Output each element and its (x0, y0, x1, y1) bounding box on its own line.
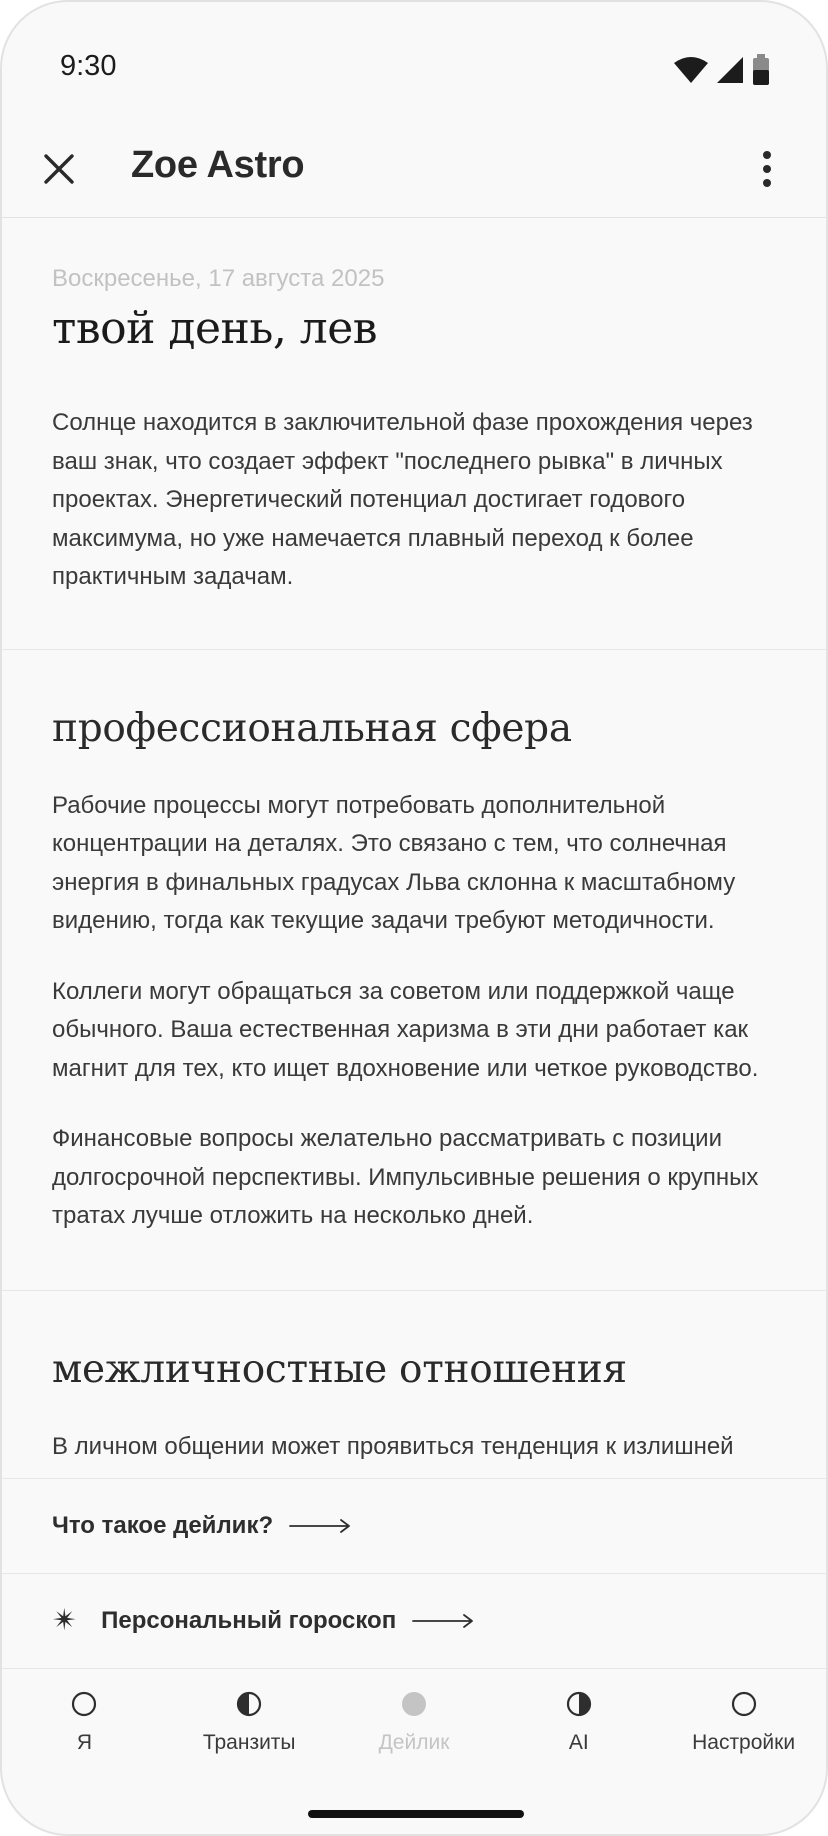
nav-label-ai: AI (568, 1731, 589, 1754)
half-circle-left-icon (236, 1691, 262, 1717)
work-paragraph: Финансовые вопросы желательно рассматривать с позиции долгосрочной перспективы. Импульсивные решения о крупных тратах лучше отложить на несколько дней. (52, 1125, 759, 1229)
section-title-personal: межличностные отношения (52, 1346, 627, 1392)
work-paragraph: Рабочие процессы могут потребовать дополнительной концентрации на деталях. Это связано с тем, что солнечная энергия в финальных градусах Льва склонна к масштабному видению, тогда как текущие задачи требуют методичности. (52, 791, 736, 934)
circle-outline-icon (731, 1691, 757, 1717)
app-title: Zoe Astro (131, 144, 305, 186)
close-button[interactable] (34, 144, 84, 194)
what-is-daily-link[interactable] (2, 1479, 826, 1574)
intro-text: Солнце находится в заключительной фазе прохождения через ваш знак, что создает эффект "последнего рывка" в личных проектах. Энергетический потенциал достигает годового максимума, но уже намечается плавный переход к более практичным задачам. (52, 409, 753, 590)
status-bar (2, 2, 826, 122)
close-icon (43, 153, 75, 185)
work-section (2, 650, 826, 1291)
section-title-work: профессиональная сфера (52, 705, 572, 751)
status-icons (674, 54, 770, 86)
more-vertical-icon (762, 151, 772, 187)
nav-item-ai[interactable] (496, 1669, 661, 1779)
nav-item-me[interactable] (2, 1669, 167, 1779)
home-indicator[interactable] (308, 1810, 524, 1818)
cellular-signal-icon (716, 56, 744, 84)
page-title: твой день, лев (52, 303, 378, 354)
nav-label-settings: Настройки (692, 1731, 796, 1754)
date-label: Воскресенье, 17 августа 2025 (52, 265, 385, 292)
arrow-right-icon (412, 1613, 474, 1629)
half-circle-right-icon (566, 1691, 592, 1717)
nav-label-transits: Транзиты (202, 1731, 296, 1754)
wifi-icon (674, 56, 708, 84)
nav-item-settings[interactable] (661, 1669, 826, 1779)
nav-item-transits[interactable] (167, 1669, 332, 1779)
nav-item-daily[interactable] (332, 1669, 497, 1779)
intro-section (2, 219, 826, 650)
status-time: 9:30 (60, 50, 117, 82)
app-header (2, 122, 826, 218)
nav-label-daily: Дейлик (378, 1731, 450, 1754)
more-options-button[interactable] (742, 144, 792, 194)
sparkle-icon: ✴ (52, 1604, 78, 1637)
horoscope-content[interactable] (2, 219, 826, 1479)
personal-section (2, 1291, 826, 1467)
nav-label-me: Я (76, 1731, 92, 1754)
filled-circle-icon (401, 1691, 427, 1717)
circle-outline-icon (71, 1691, 97, 1717)
personal-horoscope-label: Персональный гороскоп (101, 1607, 397, 1634)
arrow-right-icon (289, 1518, 351, 1534)
personal-horoscope-link[interactable] (2, 1574, 826, 1669)
links-panel (2, 1478, 826, 1669)
bottom-navigation (2, 1669, 826, 1779)
what-is-daily-label: Что такое дейлик? (52, 1512, 274, 1539)
personal-paragraph: В личном общении может проявиться тенденция к излишней (52, 1432, 734, 1460)
work-paragraph: Коллеги могут обращаться за советом или поддержкой чаще обычного. Ваша естественная харизма в эти дни работает как магнит для тех, кто ищет вдохновение или четкое руководство. (52, 977, 759, 1082)
battery-icon (752, 54, 770, 86)
